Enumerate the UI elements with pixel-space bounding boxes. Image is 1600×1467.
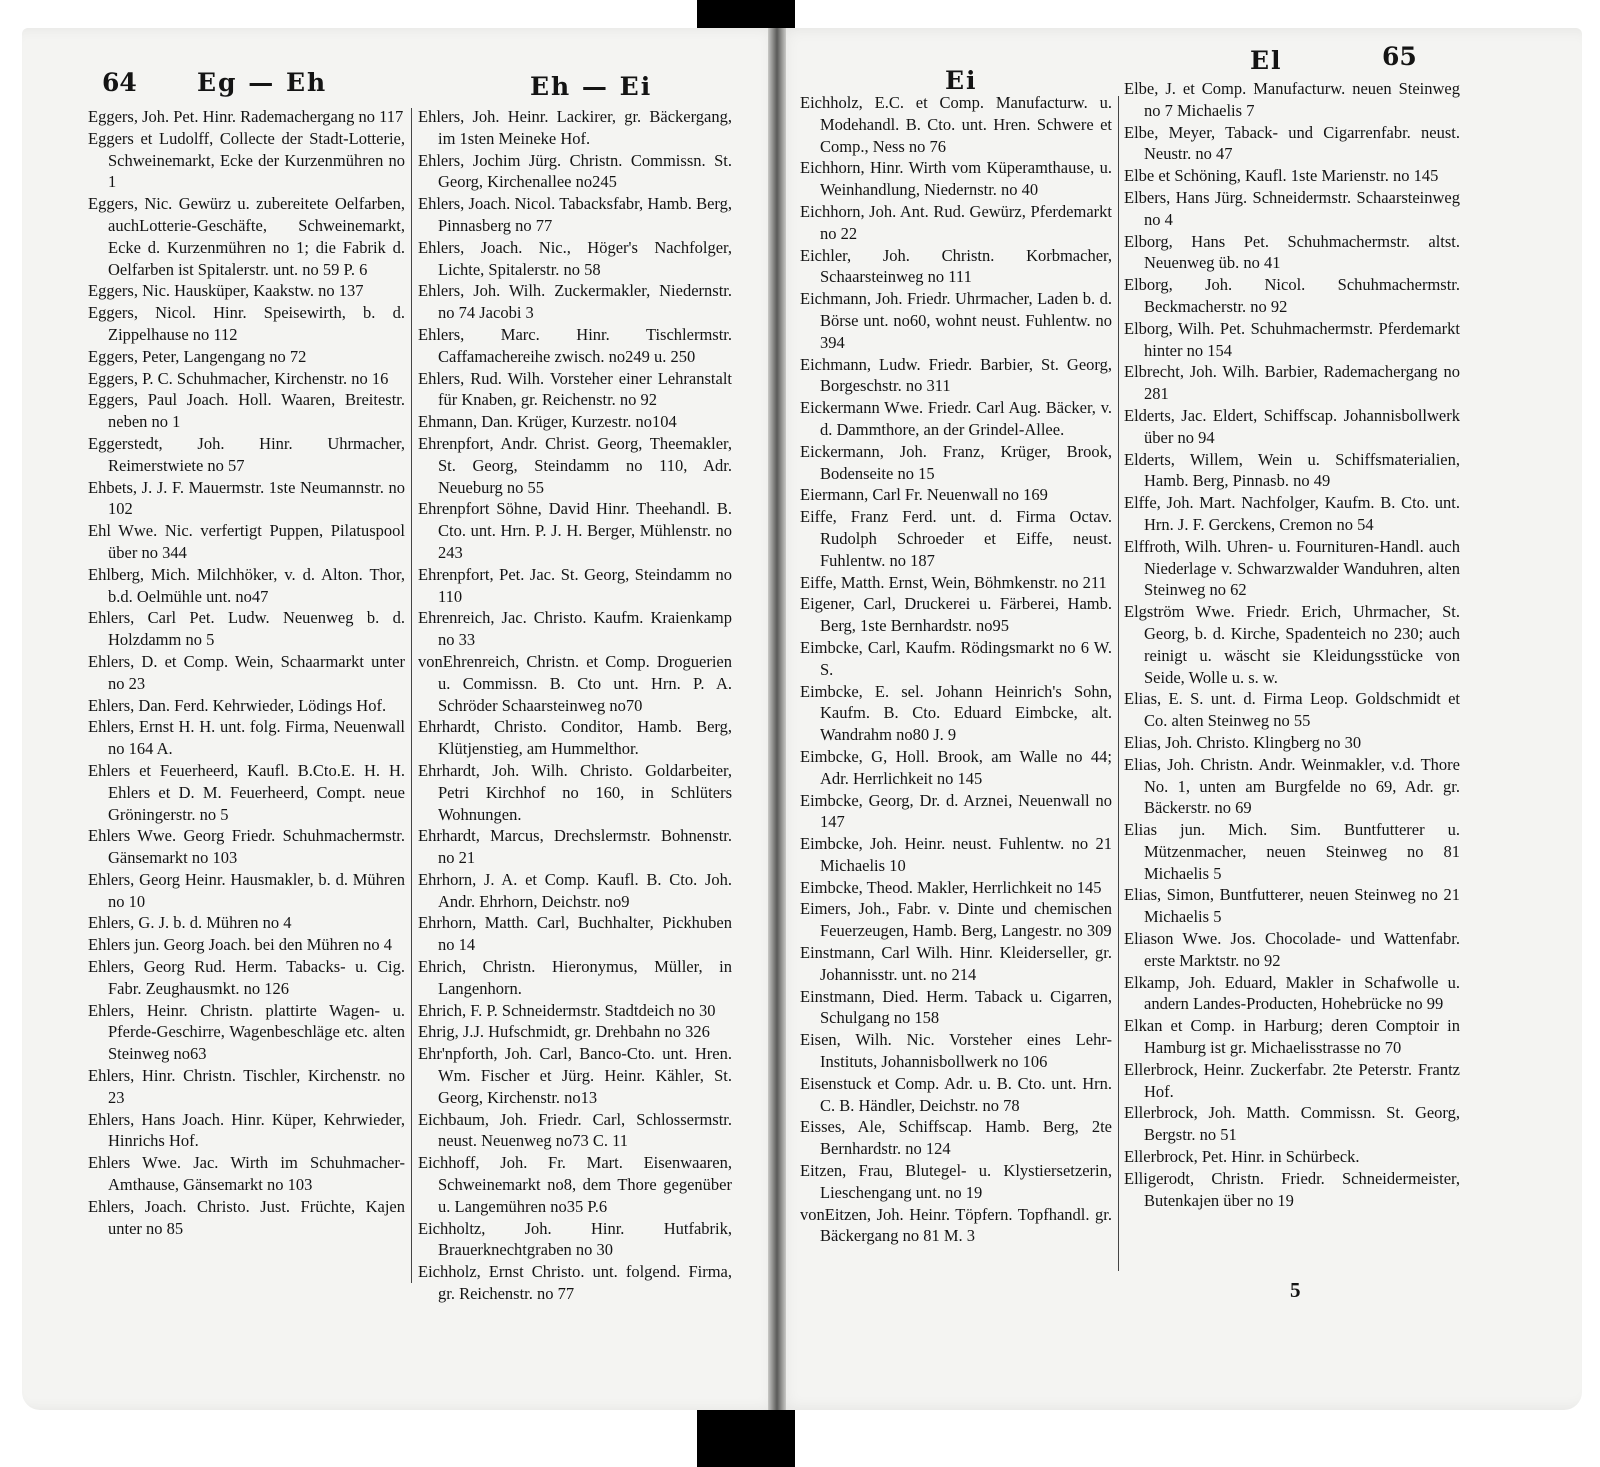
- directory-entry: Eggers, Peter, Langengang no 72: [88, 346, 307, 366]
- directory-entry: Elligerodt, Christn. Friedr. Schneidermeister, Butenkajen über no 19: [1124, 1168, 1460, 1210]
- directory-entry: Einstmann, Died. Herm. Taback u. Cigarren, Schulgang no 158: [800, 986, 1112, 1028]
- directory-entry: Eigener, Carl, Druckerei u. Färberei, Hamb. Berg, 1ste Bernhardstr. no95: [800, 594, 1112, 636]
- right-page-column-2: [1124, 78, 1460, 1211]
- left-col2-header: Eh — Ei: [530, 72, 653, 101]
- directory-entry: vonEitzen, Joh. Heinr. Töpfern. Topfhandl. gr. Bäckergang no 81 M. 3: [800, 1204, 1112, 1246]
- directory-entry: Ehlers, Jochim Jürg. Christn. Commissn. St. Georg, Kirchenallee no245: [418, 150, 732, 192]
- directory-entry: Ehlers, Marc. Hinr. Tischlermstr. Caffamachereihe zwisch. no249 u. 250: [418, 324, 732, 366]
- directory-entry: Eichholz, E.C. et Comp. Manufacturw. u. Modehandl. B. Cto. unt. Hren. Schwere et Comp., Ness no 76: [800, 93, 1112, 156]
- directory-entry: Eggers, P. C. Schuhmacher, Kirchenstr. no 16: [88, 368, 389, 388]
- directory-entry: Eimbcke, Joh. Heinr. neust. Fuhlentw. no 21 Michaelis 10: [800, 834, 1112, 875]
- directory-entry: Eichmann, Joh. Friedr. Uhrmacher, Laden b. d. Börse unt. no60, wohnt neust. Fuhlentw. no 394: [800, 289, 1112, 352]
- directory-entry: Elias, E. S. unt. d. Firma Leop. Goldschmidt et Co. alten Steinweg no 55: [1124, 689, 1460, 731]
- directory-entry: Elias, Joh. Christo. Klingberg no 30: [1124, 732, 1362, 752]
- directory-entry: Eiermann, Carl Fr. Neuenwall no 169: [800, 485, 1048, 505]
- directory-entry: Eisenstuck et Comp. Adr. u. B. Cto. unt. Hrn. C. B. Händler, Deichstr. no 78: [800, 1073, 1112, 1115]
- directory-entry: Ehrhorn, J. A. et Comp. Kaufl. B. Cto. Joh. Andr. Ehrhorn, Deichstr. no9: [418, 869, 732, 911]
- directory-entry: Ehrenpfort Söhne, David Hinr. Theehandl. B. Cto. unt. Hrn. P. J. H. Berger, Mühlenstr. no 243: [418, 499, 732, 562]
- directory-entry: Elborg, Hans Pet. Schuhmachermstr. altst. Neuenweg üb. no 41: [1124, 231, 1460, 273]
- directory-entry: Eggers, Nic. Hausküper, Kaakstw. no 137: [88, 281, 364, 301]
- directory-entry: Einstmann, Carl Wilh. Hinr. Kleiderseller, gr. Johannisstr. unt. no 214: [800, 943, 1112, 984]
- directory-entry: Eimbcke, Georg, Dr. d. Arznei, Neuenwall no 147: [800, 790, 1112, 832]
- directory-entry: Ehlers, Ernst H. H. unt. folg. Firma, Neuenwall no 164 A.: [88, 717, 405, 759]
- book-gutter: [768, 28, 786, 1410]
- directory-entry: Ehrich, F. P. Schneidermstr. Stadtdeich no 30: [418, 1000, 716, 1020]
- directory-entry: Eggers, Nic. Gewürz u. zubereitete Oelfarben, auchLotterie-Geschäfte, Schweinemarkt, Ecke d. Kurzenmühren no 1; die Fabrik d. Oelfarben ist Spitalerstr. unt. no 59 P. 6: [88, 194, 405, 279]
- directory-entry: Eichhorn, Joh. Ant. Rud. Gewürz, Pferdemarkt no 22: [800, 201, 1112, 243]
- directory-entry: Elborg, Wilh. Pet. Schuhmachermstr. Pferdemarkt hinter no 154: [1124, 318, 1460, 360]
- directory-entry: Ehbets, J. J. F. Mauermstr. 1ste Neumannstr. no 102: [88, 477, 405, 519]
- left-page-column-1: [88, 106, 405, 1239]
- directory-entry: Elbrecht, Joh. Wilh. Barbier, Rademachergang no 281: [1124, 362, 1460, 404]
- directory-entry: Ehrenpfort, Pet. Jac. St. Georg, Steindamm no 110: [418, 564, 732, 606]
- directory-entry: vonEhrenreich, Christn. et Comp. Droguerien u. Commissn. B. Cto unt. Hrn. P. A. Schröder Schaarsteinweg no70: [418, 651, 732, 715]
- binding-strip-bottom: [697, 1410, 795, 1467]
- directory-entry: Eisen, Wilh. Nic. Vorsteher eines Lehr-Instituts, Johannisbollwerk no 106: [800, 1030, 1112, 1072]
- directory-entry: Ehrhardt, Christo. Conditor, Hamb. Berg, Klütjenstieg, am Hummelthor.: [418, 717, 732, 759]
- directory-entry: Ehrhardt, Marcus, Drechslermstr. Bohnenstr. no 21: [418, 826, 732, 868]
- signature-mark: 5: [1290, 1278, 1301, 1302]
- left-page-column-rule: [411, 108, 412, 1283]
- directory-entry: Ehlers, G. J. b. d. Mühren no 4: [88, 913, 292, 933]
- directory-entry: Ehrich, Christn. Hieronymus, Müller, in Langenhorn.: [418, 957, 732, 998]
- directory-entry: Ehlers Wwe. Jac. Wirth im Schuhmacher-Amthause, Gänsemarkt no 103: [88, 1153, 405, 1195]
- directory-entry: Eggers, Nicol. Hinr. Speisewirth, b. d. Zippelhause no 112: [88, 303, 405, 344]
- directory-entry: Ehlers, Joach. Nicol. Tabacksfabr, Hamb. Berg, Pinnasberg no 77: [418, 194, 732, 235]
- directory-entry: Ehlberg, Mich. Milchhöker, v. d. Alton. Thor, b.d. Oelmühle unt. no47: [88, 564, 405, 606]
- directory-entry: Eggerstedt, Joh. Hinr. Uhrmacher, Reimerstwiete no 57: [88, 433, 405, 475]
- directory-entry: Ellerbrock, Heinr. Zuckerfabr. 2te Peterstr. Frantz Hof.: [1124, 1059, 1460, 1101]
- binding-strip-top: [697, 0, 795, 28]
- left-page-column-2: [418, 106, 732, 1305]
- directory-entry: Elderts, Willem, Wein u. Schiffsmaterialien, Hamb. Berg, Pinnasb. no 49: [1124, 449, 1460, 491]
- directory-entry: Eichholtz, Joh. Hinr. Hutfabrik, Brauerknechtgraben no 30: [418, 1218, 732, 1260]
- directory-entry: Ellerbrock, Joh. Matth. Commissn. St. Georg, Bergstr. no 51: [1124, 1103, 1460, 1145]
- directory-entry: Ehlers, Georg Heinr. Hausmakler, b. d. Mühren no 10: [88, 869, 405, 911]
- directory-entry: Elbe et Schöning, Kaufl. 1ste Marienstr. no 145: [1124, 166, 1439, 186]
- directory-entry: Eichholz, Ernst Christo. unt. folgend. Firma, gr. Reichenstr. no 77: [418, 1262, 732, 1304]
- directory-entry: Ehlers, Rud. Wilh. Vorsteher einer Lehranstalt für Knaben, gr. Reichenstr. no 92: [418, 368, 732, 410]
- directory-entry: Eliason Wwe. Jos. Chocolade- und Wattenfabr. erste Marktstr. no 92: [1124, 929, 1460, 970]
- directory-entry: Eggers, Joh. Pet. Hinr. Rademachergang no 117: [88, 107, 404, 126]
- directory-entry: Ehlers, Carl Pet. Ludw. Neuenweg b. d. Holzdamm no 5: [88, 608, 405, 650]
- directory-entry: Ehrhardt, Joh. Wilh. Christo. Goldarbeiter, Petri Kirchhof no 160, in Schlüters Wohnungen.: [418, 760, 732, 824]
- directory-entry: Elias, Simon, Buntfutterer, neuen Steinweg no 21 Michaelis 5: [1124, 885, 1460, 927]
- directory-entry: Eickermann, Joh. Franz, Krüger, Brook, Bodenseite no 15: [800, 441, 1112, 483]
- directory-entry: Eickermann Wwe. Friedr. Carl Aug. Bäcker, v. d. Dammthore, an der Grindel-Allee.: [800, 398, 1112, 439]
- directory-entry: Ehrenpfort, Andr. Christ. Georg, Theemakler, St. Georg, Steindamm no 110, Adr. Neueburg no 55: [418, 433, 732, 497]
- directory-entry: Elias jun. Mich. Sim. Buntfutterer u. Mützenmacher, neuen Steinweg no 81 Michaelis 5: [1124, 820, 1460, 883]
- directory-entry: Ehl Wwe. Nic. verfertigt Puppen, Pilatuspool über no 344: [88, 521, 405, 562]
- directory-entry: Elbe, Meyer, Taback- und Cigarrenfabr. neust. Neustr. no 47: [1124, 122, 1460, 164]
- directory-entry: Eiffe, Franz Ferd. unt. d. Firma Octav. Rudolph Schroeder et Eiffe, neust. Fuhlentw. no 187: [800, 507, 1112, 570]
- directory-entry: Eimbcke, Carl, Kaufm. Rödingsmarkt no 6 W. S.: [800, 637, 1112, 679]
- right-page-column-1: [800, 92, 1112, 1247]
- right-col2-header: El: [1250, 46, 1283, 75]
- directory-entry: Ehlers, Joach. Christo. Just. Früchte, Kajen unter no 85: [88, 1196, 405, 1238]
- directory-entry: Ehrenreich, Jac. Christo. Kaufm. Kraienkamp no 33: [418, 608, 732, 650]
- directory-entry: Elbers, Hans Jürg. Schneidermstr. Schaarsteinweg no 4: [1124, 187, 1460, 229]
- directory-entry: Eimbcke, E. sel. Johann Heinrich's Sohn, Kaufm. B. Cto. Eduard Eimbcke, alt. Wandrahm no80 J. 9: [800, 681, 1112, 745]
- directory-entry: Ehlers, D. et Comp. Wein, Schaarmarkt unter no 23: [88, 651, 405, 693]
- directory-entry: Eichbaum, Joh. Friedr. Carl, Schlossermstr. neust. Neuenweg no73 C. 11: [418, 1109, 732, 1151]
- directory-entry: Elderts, Jac. Eldert, Schiffscap. Johannisbollwerk über no 94: [1124, 405, 1460, 447]
- directory-entry: Ellerbrock, Pet. Hinr. in Schürbeck.: [1124, 1147, 1360, 1167]
- directory-entry: Eichhoff, Joh. Fr. Mart. Eisenwaaren, Schweinemarkt no8, dem Thore gegenüber u. Langemühren no35 P.6: [418, 1153, 732, 1216]
- directory-entry: Eisses, Ale, Schiffscap. Hamb. Berg, 2te Bernhardstr. no 124: [800, 1117, 1112, 1159]
- left-col1-header: Eg — Eh: [197, 68, 328, 97]
- directory-entry: Ehlers, Hinr. Christn. Tischler, Kirchenstr. no 23: [88, 1066, 405, 1107]
- directory-entry: Ehlers, Joh. Heinr. Lackirer, gr. Bäckergang, im 1sten Meineke Hof.: [418, 107, 732, 148]
- directory-entry: Elkan et Comp. in Harburg; deren Comptoir in Hamburg ist gr. Michaelisstrasse no 70: [1124, 1016, 1460, 1058]
- directory-entry: Elias, Joh. Christn. Andr. Weinmakler, v.d. Thore No. 1, unten am Burgfelde no 69, Adr. gr. Bäckerstr. no 69: [1124, 754, 1460, 818]
- directory-entry: Eichler, Joh. Christn. Korbmacher, Schaarsteinweg no 111: [800, 245, 1112, 287]
- directory-entry: Eggers, Paul Joach. Holl. Waaren, Breitestr. neben no 1: [88, 390, 405, 432]
- right-col1-header: Ei: [945, 66, 978, 95]
- directory-entry: Ehr'npforth, Joh. Carl, Banco-Cto. unt. Hren. Wm. Fischer et Jürg. Heinr. Kähler, St. Georg, Kirchenstr. no13: [418, 1044, 732, 1107]
- directory-entry: Ehlers, Heinr. Christn. plattirte Wagen- u. Pferde-Geschirre, Wagenbeschläge etc. alten Steinweg no63: [88, 1000, 405, 1064]
- directory-entry: Eiffe, Matth. Ernst, Wein, Böhmkenstr. no 211: [800, 572, 1107, 592]
- directory-entry: Ehlers, Joh. Wilh. Zuckermakler, Niedernstr. no 74 Jacobi 3: [418, 281, 732, 323]
- directory-entry: Ehrig, J.J. Hufschmidt, gr. Drehbahn no 326: [418, 1022, 710, 1042]
- directory-entry: Ehlers et Feuerheerd, Kaufl. B.Cto.E. H. H. Ehlers et D. M. Feuerheerd, Compt. neue Gröningerstr. no 5: [88, 760, 405, 824]
- right-page-number: 65: [1382, 42, 1417, 71]
- directory-entry: Ehmann, Dan. Krüger, Kurzestr. no104: [418, 412, 677, 432]
- directory-entry: Ehlers, Dan. Ferd. Kehrwieder, Lödings Hof.: [88, 695, 387, 715]
- directory-entry: Elbe, J. et Comp. Manufacturw. neuen Steinweg no 7 Michaelis 7: [1124, 79, 1460, 120]
- directory-entry: Elffroth, Wilh. Uhren- u. Fournituren-Handl. auch Niederlage v. Schwarzwalder Wanduhren, alten Steinweg no 62: [1124, 536, 1460, 600]
- directory-entry: Ehrhorn, Matth. Carl, Buchhalter, Pickhuben no 14: [418, 913, 732, 955]
- directory-entry: Ehlers, Hans Joach. Hinr. Küper, Kehrwieder, Hinrichs Hof.: [88, 1109, 405, 1151]
- directory-entry: Eimers, Joh., Fabr. v. Dinte und chemischen Feuerzeugen, Hamb. Berg, Langestr. no 309: [800, 899, 1112, 941]
- directory-entry: Ehlers, Georg Rud. Herm. Tabacks- u. Cig. Fabr. Zeughausmkt. no 126: [88, 957, 405, 998]
- directory-entry: Eimbcke, Theod. Makler, Herrlichkeit no 145: [800, 877, 1102, 897]
- directory-entry: Ehlers jun. Georg Joach. bei den Mühren no 4: [88, 935, 392, 955]
- directory-entry: Elkamp, Joh. Eduard, Makler in Schafwolle u. andern Landes-Producten, Hohebrücke no 99: [1124, 972, 1460, 1014]
- directory-entry: Eichhorn, Hinr. Wirth vom Küperamthause, u. Weinhandlung, Niedernstr. no 40: [800, 158, 1112, 200]
- directory-entry: Eggers et Ludolff, Collecte der Stadt-Lotterie, Schweinemarkt, Ecke der Kurzenmühren no 1: [88, 128, 405, 192]
- directory-entry: Elffe, Joh. Mart. Nachfolger, Kaufm. B. Cto. unt. Hrn. J. F. Gerckens, Cremon no 54: [1124, 493, 1460, 534]
- directory-entry: Elborg, Joh. Nicol. Schuhmachermstr. Beckmacherstr. no 92: [1124, 275, 1460, 316]
- left-page-number: 64: [102, 68, 137, 97]
- directory-entry: Ehlers Wwe. Georg Friedr. Schuhmachermstr. Gänsemarkt no 103: [88, 826, 405, 868]
- directory-entry: Elgström Wwe. Friedr. Erich, Uhrmacher, St. Georg, b. d. Kirche, Spadenteich no 230; auch reinigt u. wäscht sie Kleidungsstücke von Seide, Wolle u. s. w.: [1124, 602, 1460, 687]
- directory-entry: Ehlers, Joach. Nic., Höger's Nachfolger, Lichte, Spitalerstr. no 58: [418, 237, 732, 279]
- directory-entry: Eichmann, Ludw. Friedr. Barbier, St. Georg, Borgeschstr. no 311: [800, 354, 1112, 396]
- directory-entry: Eimbcke, G, Holl. Brook, am Walle no 44; Adr. Herrlichkeit no 145: [800, 746, 1112, 788]
- right-page-column-rule: [1118, 96, 1119, 1271]
- directory-entry: Eitzen, Frau, Blutegel- u. Klystiersetzerin, Lieschengang unt. no 19: [800, 1161, 1112, 1202]
